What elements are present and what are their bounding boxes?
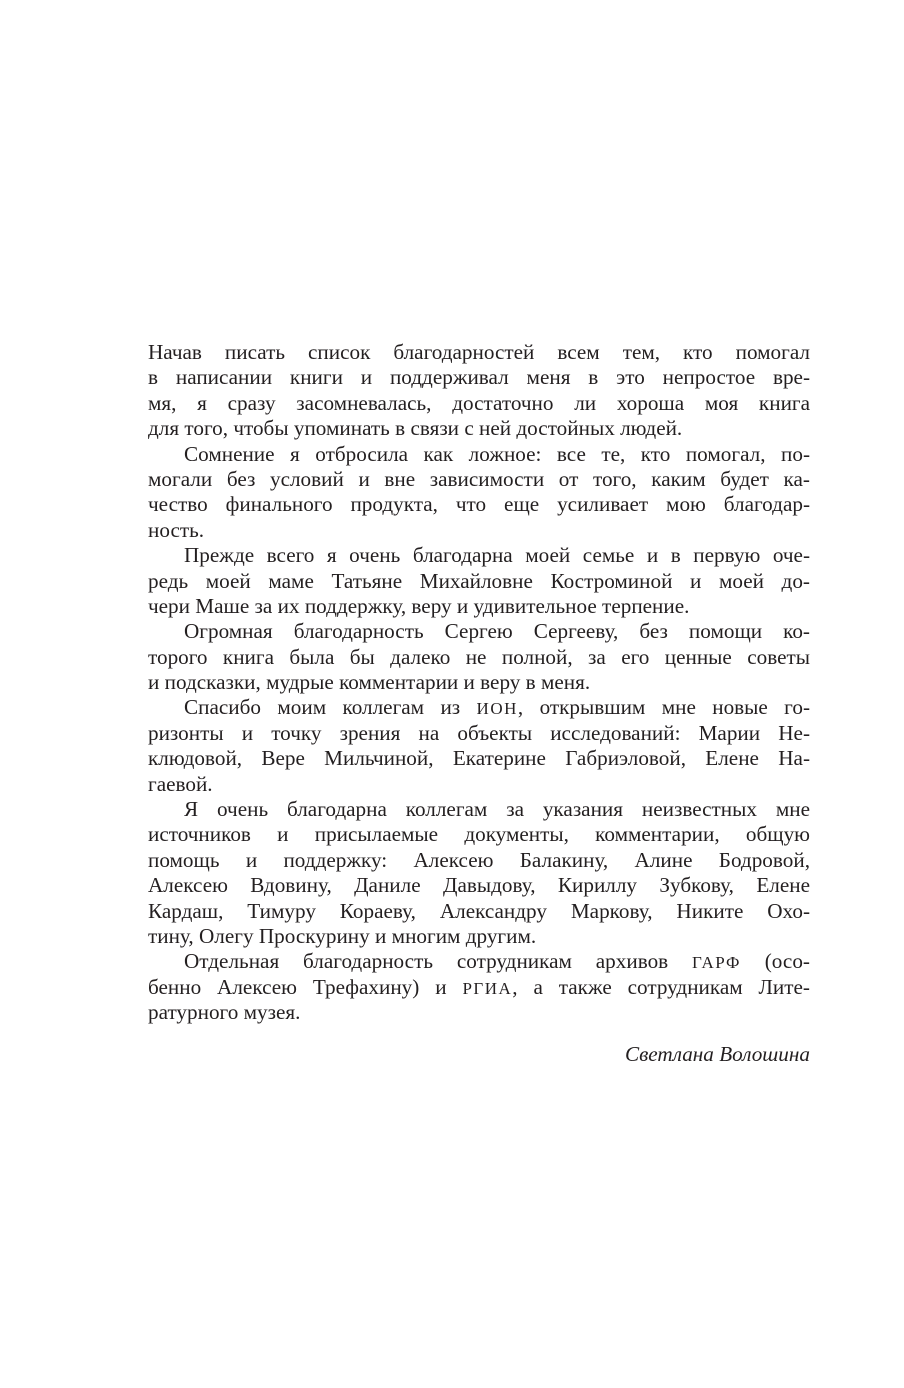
text-segment: Спасибо моим коллегам из (184, 695, 477, 720)
text-segment: (осо- (740, 949, 810, 974)
text-line: Алексею Вдовину, Даниле Давыдову, Кириллу Зубкову, Елене (148, 873, 810, 898)
text-line (148, 975, 810, 1000)
text-line: ность. (148, 517, 205, 542)
text-line: помощь и поддержку: Алексею Балакину, Алине Бодровой, (148, 847, 810, 872)
paragraph (148, 543, 810, 619)
author-signature: Светлана Волошина (624, 1042, 810, 1066)
paragraph (148, 695, 810, 797)
text-line: чество финального продукта, что еще усиливает мою благодар- (148, 492, 810, 517)
text-line: Сомнение я отбросила как ложное: все те, кто помогал, по- (184, 441, 810, 466)
text-segment: бенно Алексею Трефахину) и (148, 974, 463, 999)
text-line: ризонты и точку зрения на объекты исследований: Марии Не- (148, 720, 810, 745)
paragraph (148, 949, 810, 1025)
text-line: Я очень благодарна коллегам за указания неизвестных мне (184, 797, 810, 822)
acknowledgements-text (148, 340, 810, 1026)
text-line: гаевой. (148, 771, 213, 796)
text-segment: , а также сотрудникам Лите- (512, 974, 810, 999)
text-line: клюдовой, Вере Мильчиной, Екатерине Габриэловой, Елене На- (148, 746, 810, 771)
text-line: для того, чтобы упоминать в связи с ней достойных людей. (148, 416, 683, 441)
text-line: Кардаш, Тимуру Кораеву, Александру Маркову, Никите Охо- (148, 898, 810, 923)
paragraph (148, 442, 810, 544)
abbreviation: ГАРФ (692, 953, 741, 973)
abbreviation: ИОН (476, 699, 518, 719)
text-segment: , открывшим мне новые го- (517, 695, 810, 720)
text-line: тину, Олегу Проскурину и многим другим. (148, 923, 537, 948)
text-segment: Отдельная благодарность сотрудникам архивов (184, 949, 693, 974)
text-line: ратурного музея. (148, 1000, 301, 1025)
text-line: и подсказки, мудрые комментарии и веру в меня. (148, 670, 591, 695)
paragraph (148, 797, 810, 949)
text-line: источников и присылаемые документы, комментарии, общую (148, 822, 810, 847)
paragraph (148, 619, 810, 695)
text-line: чери Маше за их поддержку, веру и удивительное терпение. (148, 593, 690, 618)
abbreviation: РГИА (462, 978, 513, 998)
text-line (148, 695, 810, 720)
text-line: торого книга была бы далеко не полной, за его ценные советы (148, 644, 810, 669)
text-line: редь моей маме Татьяне Михайловне Костроминой и моей до- (148, 568, 810, 593)
text-line: в написании книги и поддерживал меня в это непростое вре- (148, 365, 810, 390)
text-line: Прежде всего я очень благодарна моей семье и в первую оче- (184, 543, 810, 568)
text-line: Огромная благодарность Сергею Сергееву, без помощи ко- (184, 619, 810, 644)
text-line (148, 949, 810, 974)
paragraph (148, 340, 810, 442)
text-line: могали без условий и вне зависимости от того, каким будет ка- (148, 466, 810, 491)
text-line: мя, я сразу засомневалась, достаточно ли хороша моя книга (148, 390, 810, 415)
text-line: Начав писать список благодарностей всем тем, кто помогал (148, 340, 810, 364)
